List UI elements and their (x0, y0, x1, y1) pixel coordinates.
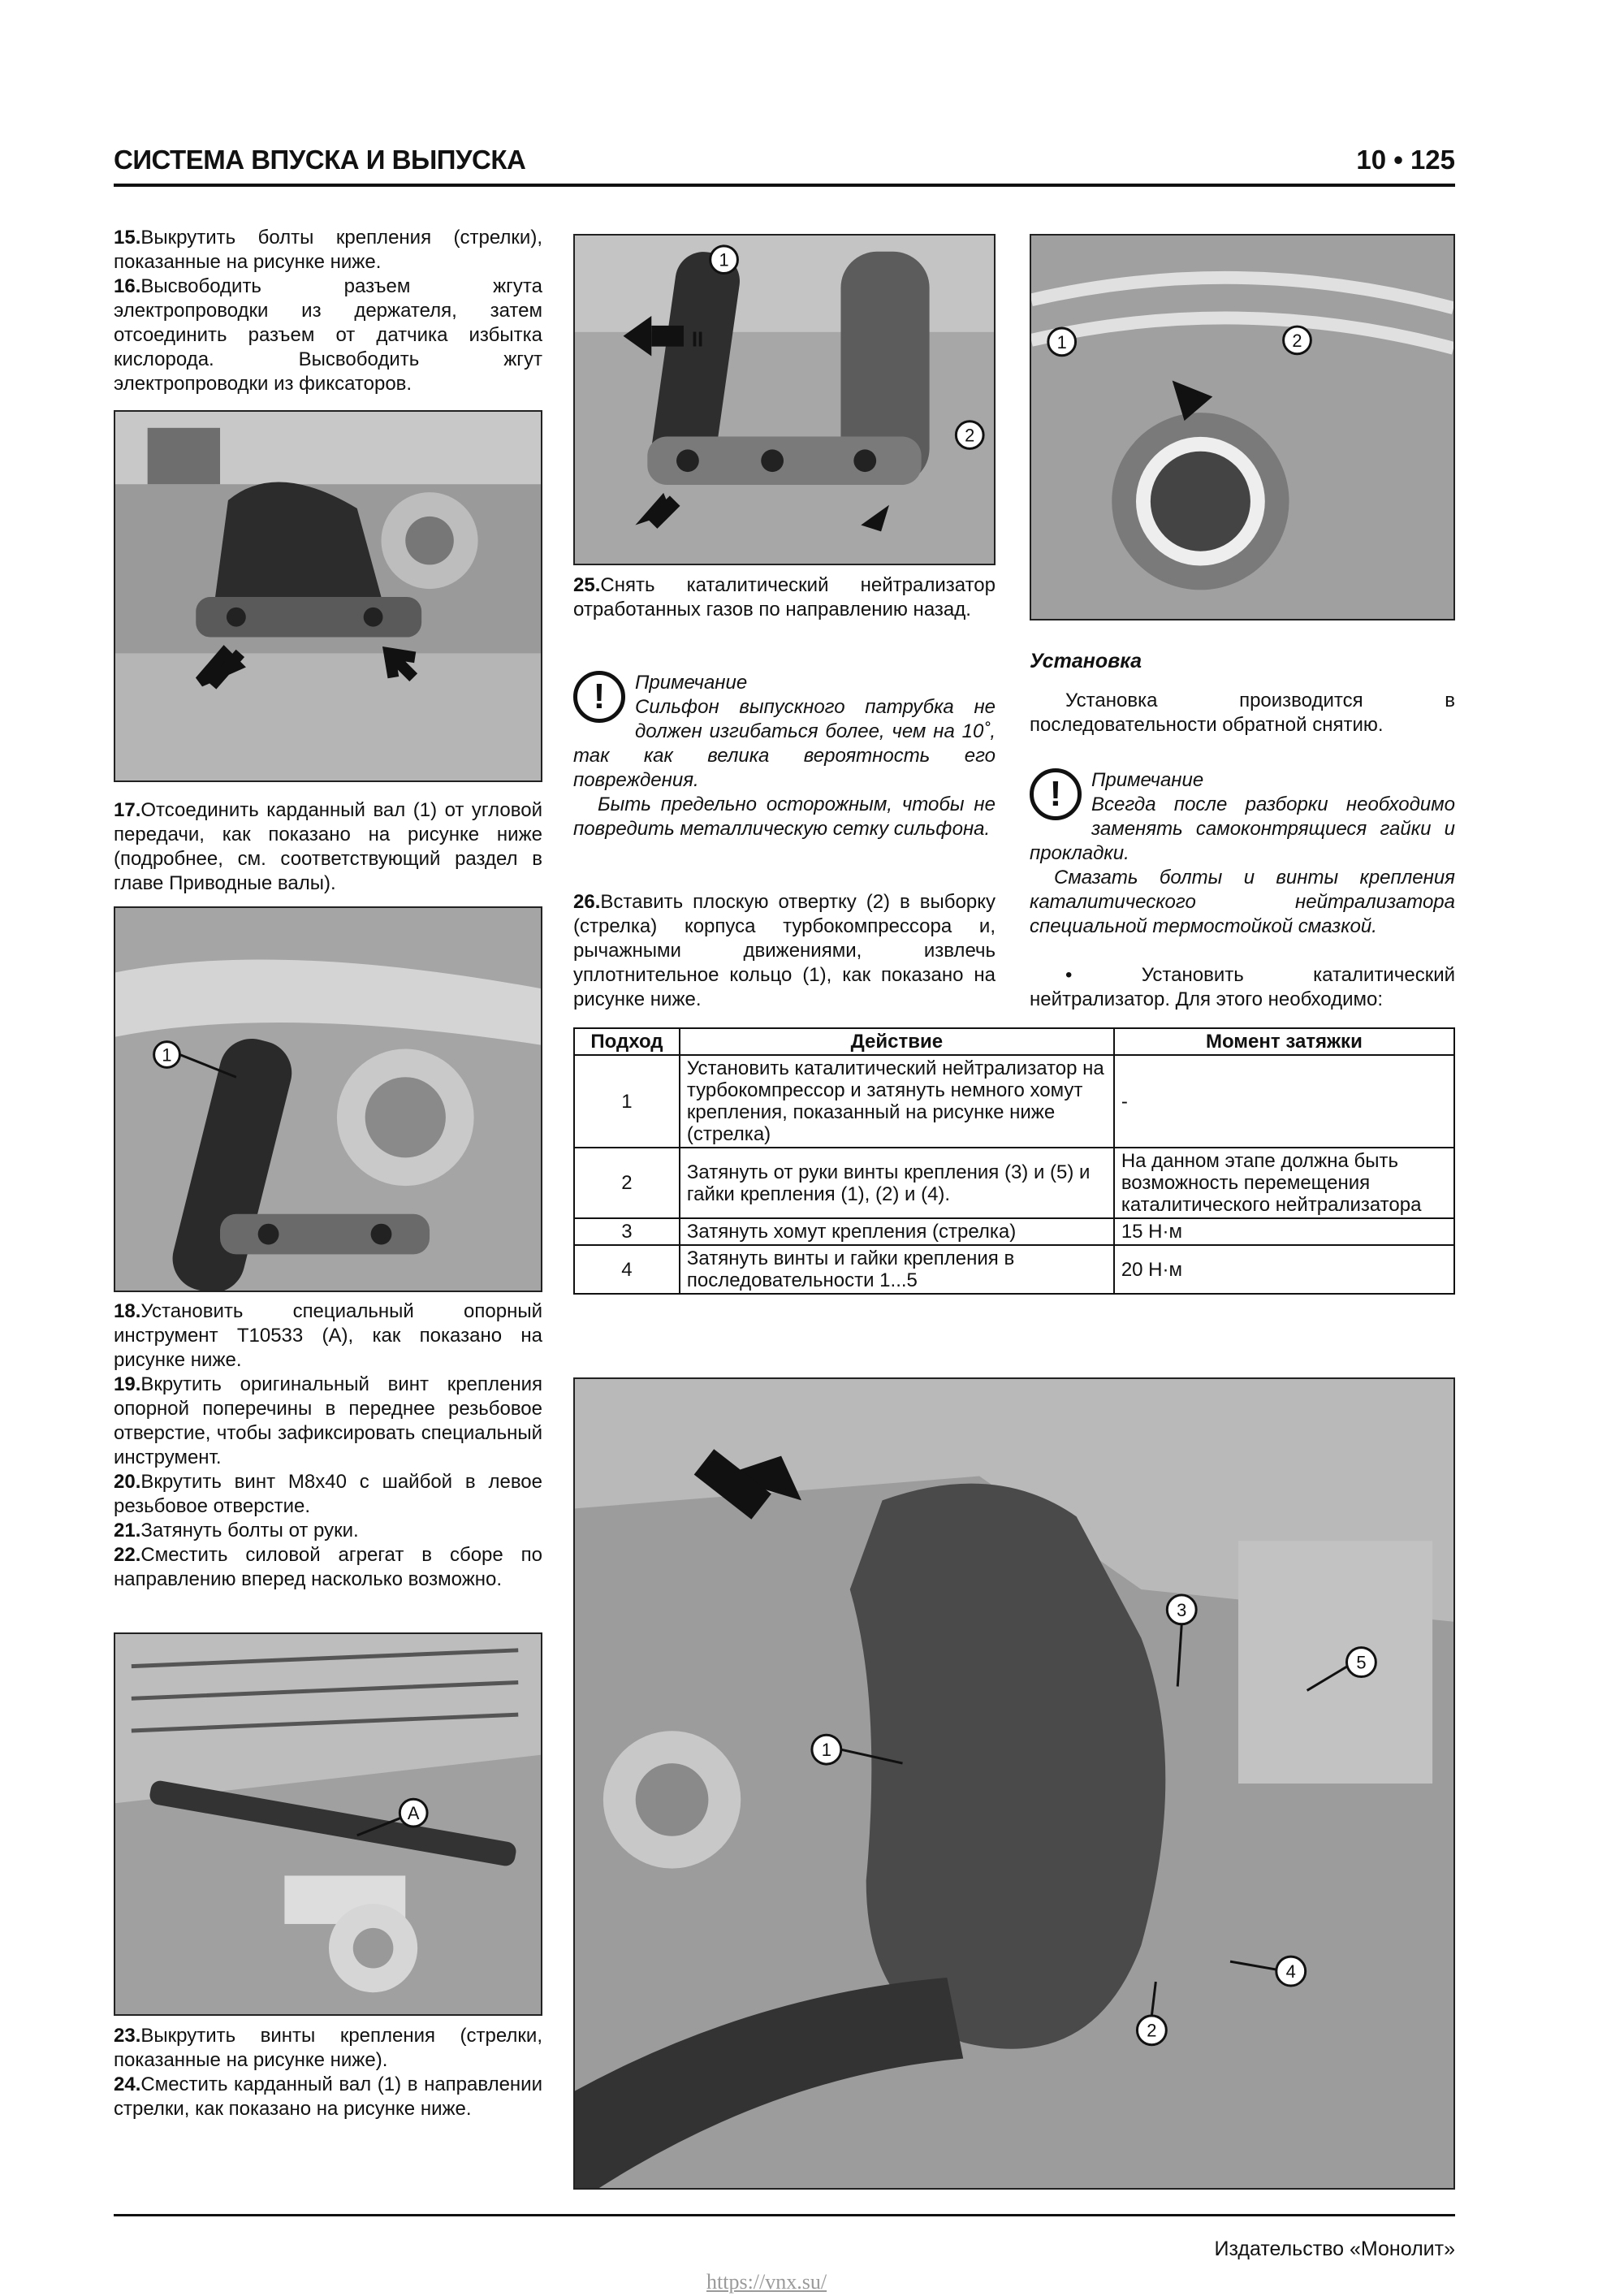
callout-5: 5 (1356, 1652, 1367, 1673)
callout-4: 4 (1285, 1961, 1296, 1983)
callout-a: A (407, 1803, 420, 1824)
callout-1: 1 (162, 1044, 172, 1066)
step-cell: 3 (574, 1218, 680, 1245)
callout-2: 2 (965, 425, 975, 446)
photo-drive-shaft-removal (573, 234, 996, 565)
callout-2: 2 (1292, 330, 1302, 351)
step-18-22-text: 18.Установить специальный опорный инструмент T10533 (A), как показано на рисунке ниже. 19.Вкрутить оригинальный винт крепления опорной поперечины в переднее резьбовое отверстие, чтобы зафиксировать специальный инструмент. 20.Вкрутить винт M8x40 с шайбой в левое резьбовое отверстие. 21.Затянуть болты от руки. 22.Сместить силовой агрегат в сборе по направлению вперед насколько возможно. (114, 1300, 542, 1590)
callout-1: 1 (719, 249, 729, 270)
step-17-text: 17.Отсоединить карданный вал (1) от угловой передачи, как показано на рисунке ниже (подробнее, см. соответствующий раздел в главе Приводные валы). (114, 799, 542, 894)
col-header-torque: Момент затяжки (1114, 1028, 1454, 1055)
publisher-name: Издательство «Монолит» (1214, 2238, 1455, 2260)
photo-support-tool-t10533 (114, 1632, 542, 2016)
note-text: Всегда после разборки необходимо заменять самоконтрящиеся гайки и прокладки. (1030, 793, 1455, 864)
step-25-text: 25.Снять каталитический нейтрализатор отработанных газов по направлению назад. (573, 574, 996, 620)
note-text-2: Смазать болты и винты крепления каталитического нейтрализатора специальной термостойкой смазкой. (1030, 867, 1455, 937)
note-heading: Примечание (635, 672, 748, 694)
action-cell: Затянуть винты и гайки крепления в последовательности 1...5 (680, 1245, 1114, 1294)
step-cell: 4 (574, 1245, 680, 1294)
table-row (574, 1055, 1454, 1148)
step-cell: 2 (574, 1148, 680, 1218)
header-rule (114, 184, 1455, 187)
photo-catalyst-installation (573, 1377, 1455, 2190)
callout-2: 2 (1147, 2020, 1157, 2041)
callout-1: 1 (1056, 331, 1067, 352)
footer-rule (114, 2214, 1455, 2216)
photo-turbo-seal-ring (1030, 234, 1455, 620)
torque-cell: - (1114, 1055, 1454, 1148)
photo-catalyst-bracket-bolts (114, 410, 542, 782)
table-row (574, 1148, 1454, 1218)
callout-3: 3 (1177, 1599, 1187, 1620)
callout-1: 1 (821, 1740, 831, 1761)
section-heading-installation: Установка (1030, 650, 1142, 672)
action-cell: Затянуть от руки винты крепления (3) и (5) и гайки крепления (1), (2) и (4). (680, 1148, 1114, 1218)
table-row (574, 1218, 1454, 1245)
photo-drive-shaft (114, 906, 542, 1292)
note-text: Сильфон выпускного патрубка не должен изгибаться более, чем на 10˚, так как велика вероятность его повреждения. (573, 696, 996, 791)
torque-cell: 15 Н·м (1114, 1218, 1454, 1245)
note-text-2: Быть предельно осторожным, чтобы не повредить металлическую сетку сильфона. (573, 793, 996, 840)
page-number: 10 • 125 (1356, 145, 1455, 175)
watermark-link[interactable]: https://vnx.su/ (706, 2270, 827, 2294)
installation-intro: Установка производится в последовательности обратной снятию. (1030, 690, 1455, 736)
warning-exclamation-icon: ! (1030, 768, 1082, 820)
warning-exclamation-icon: ! (573, 671, 625, 723)
table-header-row (574, 1028, 1454, 1055)
col-header-step: Подход (574, 1028, 680, 1055)
install-bullet: • Установить каталитический нейтрализатор. Для этого необходимо: (1030, 964, 1455, 1010)
step-15-16-text: 15.Выкрутить болты крепления (стрелки), показанные на рисунке ниже. 16.Высвободить разъем жгута электропроводки из держателя, затем отсоединить разъем от датчика избытка кислорода. Высвободить жгут электропроводки из фиксаторов. (114, 227, 542, 395)
torque-cell: На данном этапе должна быть возможность перемещения каталитического нейтрализатора (1114, 1148, 1454, 1218)
action-cell: Установить каталитический нейтрализатор на турбокомпрессор и затянуть немного хомут крепления, показанный на рисунке ниже (стрелка) (680, 1055, 1114, 1148)
table-row (574, 1245, 1454, 1294)
running-header-title: СИСТЕМА ВПУСКА И ВЫПУСКА (114, 145, 526, 175)
note-bellows (573, 671, 996, 841)
col-header-action: Действие (680, 1028, 1114, 1055)
step-cell: 1 (574, 1055, 680, 1148)
torque-table (573, 1027, 1455, 1295)
roman-ii-label: II (691, 328, 704, 352)
note-heading: Примечание (1091, 769, 1204, 791)
note-self-locking-nuts (1030, 768, 1455, 939)
action-cell: Затянуть хомут крепления (стрелка) (680, 1218, 1114, 1245)
step-23-24-text: 23.Выкрутить винты крепления (стрелки, показанные на рисунке ниже). 24.Сместить карданный вал (1) в направлении стрелки, как показано на рисунке ниже. (114, 2025, 542, 2120)
torque-cell: 20 Н·м (1114, 1245, 1454, 1294)
step-26-text: 26.Вставить плоскую отвертку (2) в выборку (стрелка) корпуса турбокомпрессора и, рычажными движениями, извлечь уплотнительное кольцо (1), как показано на рисунке ниже. (573, 891, 996, 1010)
